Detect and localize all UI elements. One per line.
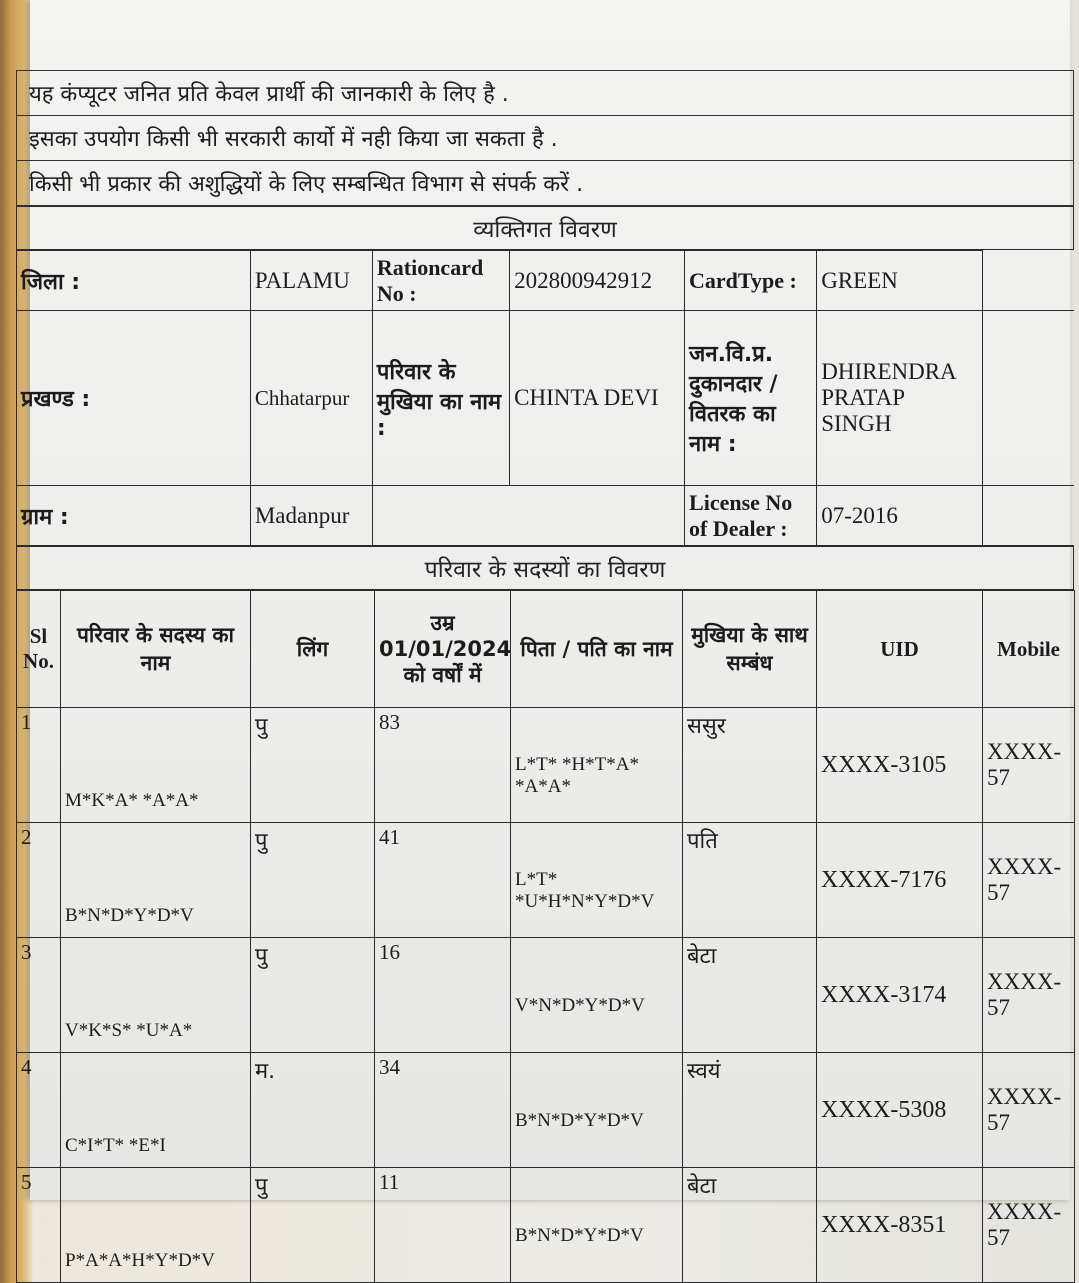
member-sl: 2 <box>17 823 61 938</box>
member-sl: 5 <box>17 1168 61 1283</box>
personal-info-table <box>16 250 1074 546</box>
member-gender: म. <box>251 1053 375 1168</box>
empty-cell <box>982 251 1074 311</box>
block-value: Chhatarpur <box>250 311 372 486</box>
header-member-name: परिवार के सदस्य का नाम <box>61 591 251 708</box>
district-value: PALAMU <box>250 251 372 311</box>
member-name: V*K*S* *U*A* <box>61 938 251 1053</box>
member-mobile: XXXX-57 <box>983 1053 1075 1168</box>
member-relation: पति <box>683 823 817 938</box>
member-name: M*K*A* *A*A* <box>61 708 251 823</box>
member-uid: XXXX-3174 <box>817 938 983 1053</box>
district-label: जिला : <box>17 251 251 311</box>
notice-table <box>16 70 1074 206</box>
member-age: 83 <box>375 708 511 823</box>
license-value: 07-2016 <box>817 486 983 546</box>
dealer-name-value: DHIRENDRA PRATAP SINGH <box>817 311 983 486</box>
rationcard-value: 202800942912 <box>510 251 685 311</box>
member-father: B*N*D*Y*D*V <box>511 1053 683 1168</box>
header-gender: लिंग <box>251 591 375 708</box>
empty-cell <box>982 486 1074 546</box>
member-uid: XXXX-7176 <box>817 823 983 938</box>
member-mobile: XXXX-57 <box>983 708 1075 823</box>
member-gender: पु <box>251 708 375 823</box>
village-value: Madanpur <box>250 486 372 546</box>
personal-title: व्यक्तिगत विवरण <box>17 207 1074 250</box>
table-row <box>17 1168 1075 1283</box>
notice-line-2: इसका उपयोग किसी भी सरकारी कार्यो में नही किया जा सकता है . <box>17 116 1074 161</box>
block-label: प्रखण्ड : <box>17 311 251 486</box>
member-relation: बेटा <box>683 1168 817 1283</box>
member-age: 11 <box>375 1168 511 1283</box>
header-sl-no: Sl No. <box>17 591 61 708</box>
members-section-header <box>16 546 1074 590</box>
personal-section-header <box>16 206 1074 250</box>
table-row <box>17 1053 1075 1168</box>
member-father: L*T* *U*H*N*Y*D*V <box>511 823 683 938</box>
cardtype-value: GREEN <box>817 251 983 311</box>
member-age: 34 <box>375 1053 511 1168</box>
member-uid: XXXX-3105 <box>817 708 983 823</box>
empty-cell <box>372 486 684 546</box>
member-mobile: XXXX-57 <box>983 938 1075 1053</box>
member-sl: 1 <box>17 708 61 823</box>
header-uid: UID <box>817 591 983 708</box>
table-row <box>17 823 1075 938</box>
header-mobile: Mobile <box>983 591 1075 708</box>
village-label: ग्राम : <box>17 486 251 546</box>
member-name: P*A*A*H*Y*D*V <box>61 1168 251 1283</box>
member-name: B*N*D*Y*D*V <box>61 823 251 938</box>
member-father: V*N*D*Y*D*V <box>511 938 683 1053</box>
family-head-value: CHINTA DEVI <box>510 311 685 486</box>
member-age: 16 <box>375 938 511 1053</box>
header-age: उम्र 01/01/2024 को वर्षों में <box>375 591 511 708</box>
header-father-husband: पिता / पति का नाम <box>511 591 683 708</box>
table-row <box>17 708 1075 823</box>
member-gender: पु <box>251 938 375 1053</box>
member-father: L*T* *H*T*A* *A*A* <box>511 708 683 823</box>
member-relation: ससुर <box>683 708 817 823</box>
member-name: C*I*T* *E*I <box>61 1053 251 1168</box>
table-row <box>17 938 1075 1053</box>
notice-line-1: यह कंप्यूटर जनित प्रति केवल प्रार्थी की जानकारी के लिए है . <box>17 71 1074 116</box>
dealer-name-label: जन.वि.प्र. दुकानदार / वितरक का नाम : <box>685 311 817 486</box>
members-table <box>16 590 1075 1283</box>
member-age: 41 <box>375 823 511 938</box>
member-sl: 4 <box>17 1053 61 1168</box>
member-uid: XXXX-5308 <box>817 1053 983 1168</box>
member-relation: बेटा <box>683 938 817 1053</box>
license-label: License No of Dealer : <box>685 486 817 546</box>
member-mobile: XXXX-57 <box>983 1168 1075 1283</box>
ration-card-document <box>16 70 1074 1271</box>
rationcard-label: Rationcard No : <box>372 251 509 311</box>
empty-cell <box>982 311 1074 486</box>
family-head-label: परिवार के मुखिया का नाम : <box>372 311 509 486</box>
member-relation: स्वयं <box>683 1053 817 1168</box>
member-gender: पु <box>251 1168 375 1283</box>
members-title: परिवार के सदस्यों का विवरण <box>17 547 1074 590</box>
member-mobile: XXXX-57 <box>983 823 1075 938</box>
header-relation: मुखिया के साथ सम्बंध <box>683 591 817 708</box>
member-uid: XXXX-8351 <box>817 1168 983 1283</box>
notice-line-3: किसी भी प्रकार की अशुद्धियों के लिए सम्बन्धित विभाग से संपर्क करें . <box>17 161 1074 206</box>
member-sl: 3 <box>17 938 61 1053</box>
cardtype-label: CardType : <box>685 251 817 311</box>
member-gender: पु <box>251 823 375 938</box>
member-father: B*N*D*Y*D*V <box>511 1168 683 1283</box>
